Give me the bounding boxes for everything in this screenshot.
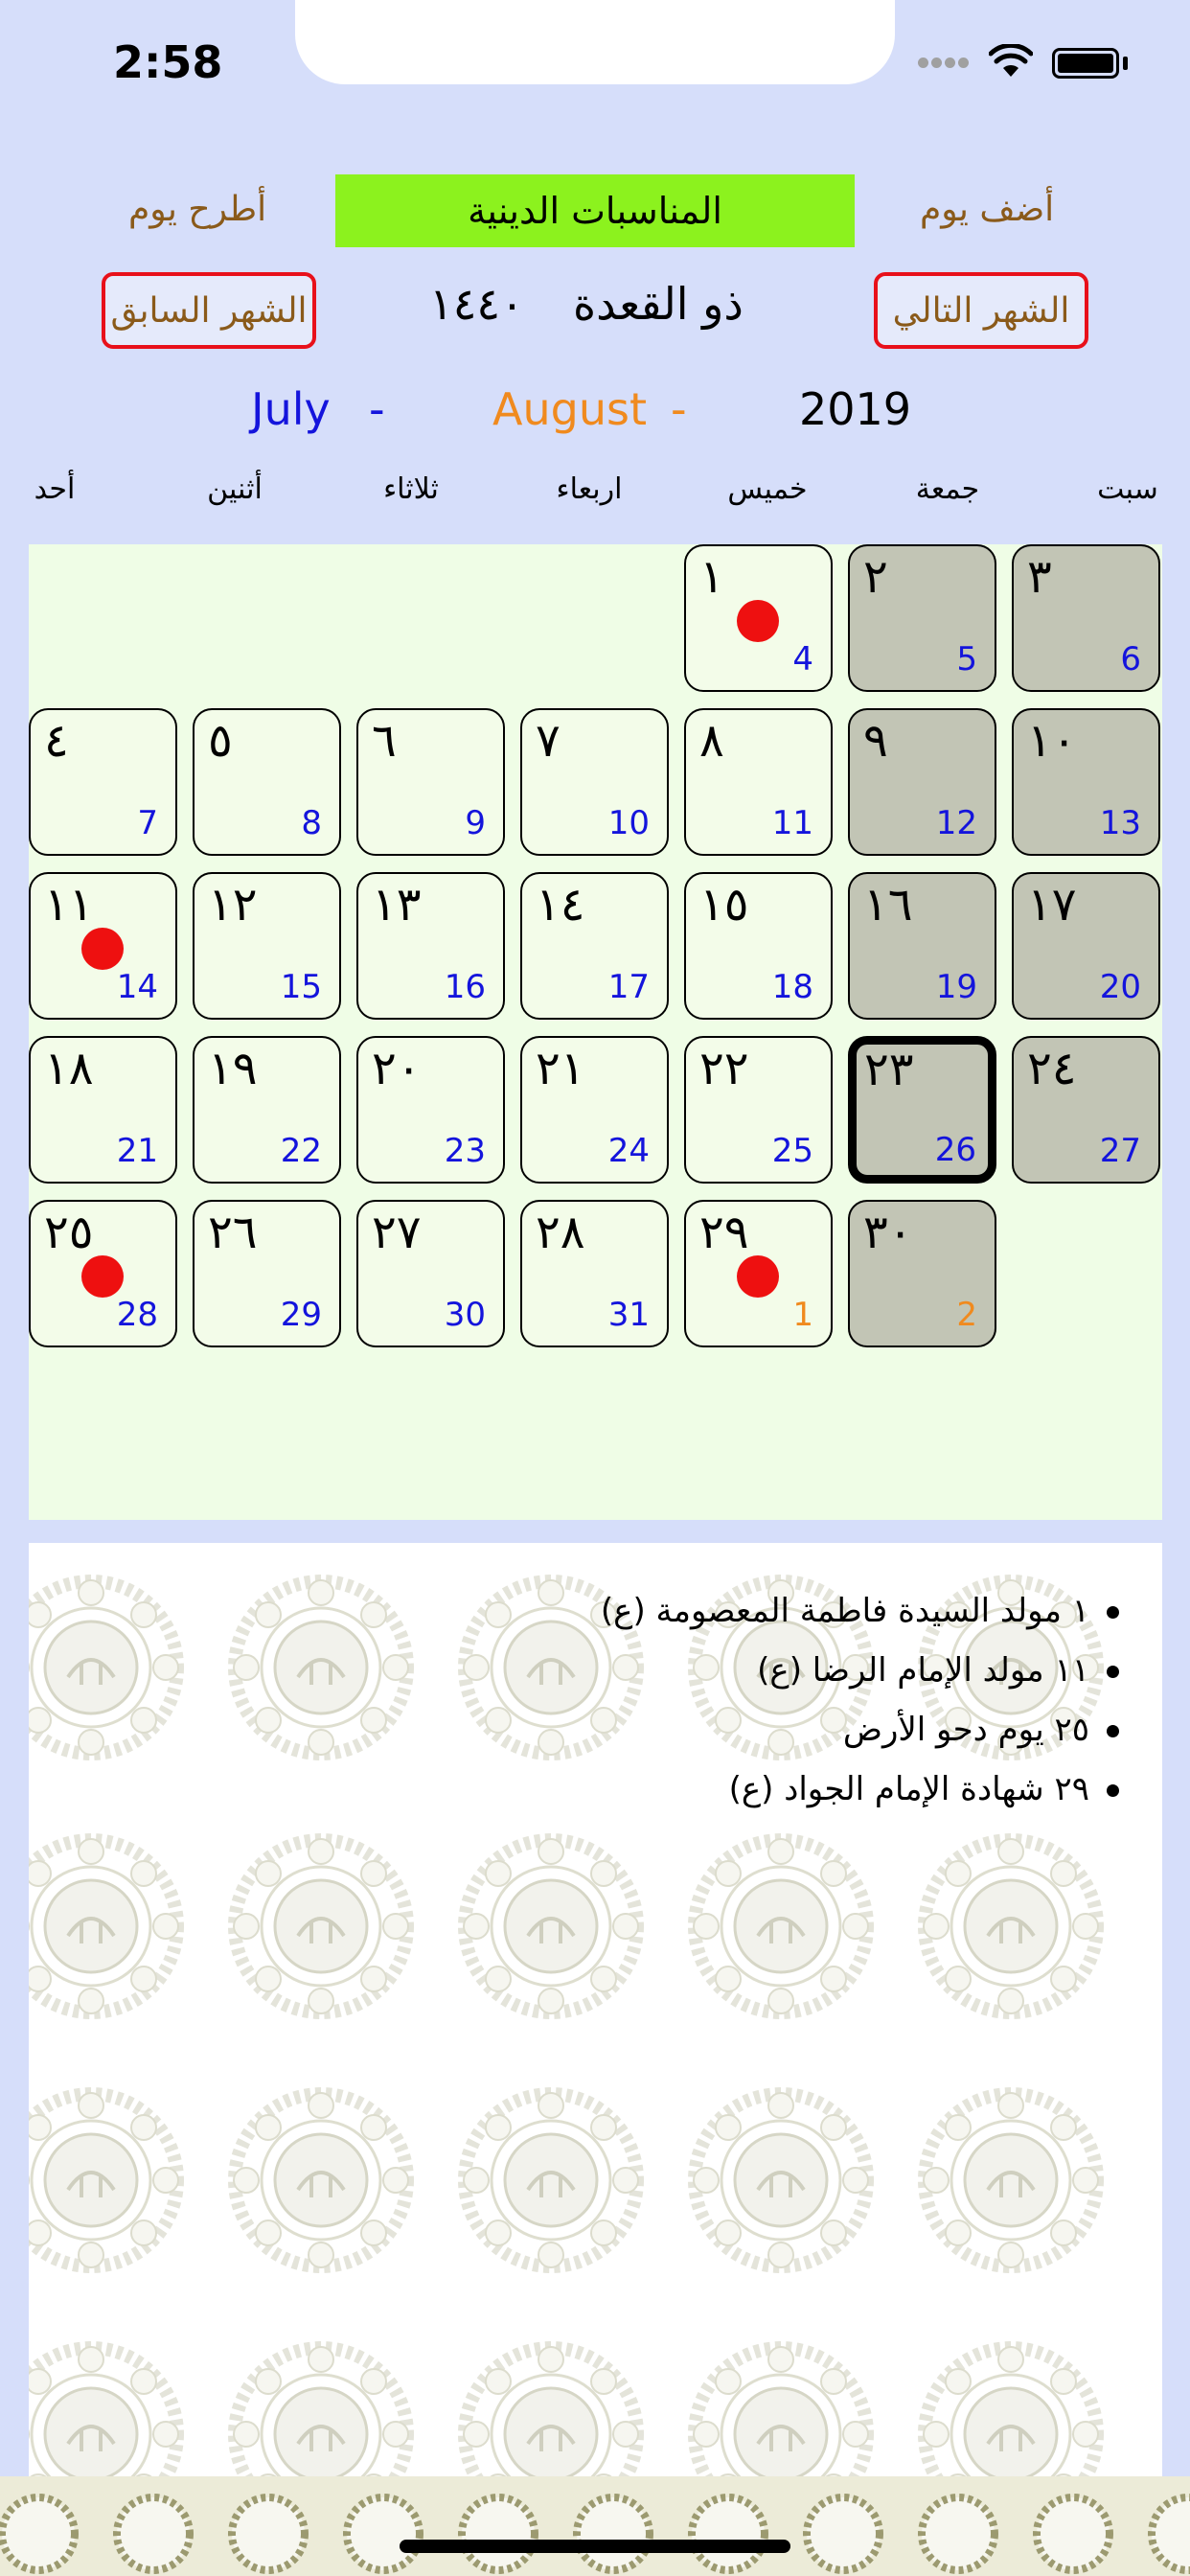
gregorian-day-number: 26 <box>934 1131 976 1169</box>
hijri-day-number: ١٣ <box>372 878 422 932</box>
calendar-day[interactable] <box>684 1200 833 1347</box>
hijri-day-number: ٦ <box>372 714 397 768</box>
event-item: ٢٩ شهادة الإمام الجواد (ع) <box>601 1760 1119 1819</box>
weekday-tuesday: ثلاثاء <box>383 472 439 506</box>
hijri-day-number: ٢٦ <box>208 1206 258 1259</box>
calendar-day[interactable] <box>1012 872 1160 1020</box>
hijri-year: ١٤٤٠ <box>429 278 524 330</box>
hijri-day-number: ٢٥ <box>44 1206 94 1259</box>
hijri-day-number: ٢١ <box>536 1042 585 1095</box>
weekday-thursday: خميس <box>727 472 808 506</box>
gregorian-day-number: 5 <box>956 640 977 678</box>
weekday-friday: جمعة <box>915 472 980 506</box>
gregorian-day-number: 24 <box>607 1132 650 1170</box>
calendar-grid <box>29 544 1162 1520</box>
hijri-day-number: ١٦ <box>863 878 913 932</box>
calendar-day[interactable] <box>29 872 177 1020</box>
greg-year: 2019 <box>799 383 912 435</box>
gregorian-day-number: 13 <box>1099 804 1141 842</box>
hijri-day-number: ٤ <box>44 714 69 768</box>
greg-month-1: July <box>251 383 331 435</box>
hijri-day-number: ٢٣ <box>864 1043 914 1096</box>
calendar-day[interactable] <box>684 544 833 692</box>
gregorian-day-number: 10 <box>607 804 650 842</box>
add-day-button[interactable]: أضف يوم <box>920 190 1055 229</box>
gregorian-day-number: 20 <box>1099 968 1141 1006</box>
hijri-day-number: ٢٤ <box>1027 1042 1077 1095</box>
device-notch <box>295 0 895 84</box>
calendar-day[interactable] <box>520 1200 669 1347</box>
hijri-day-number: ٣ <box>1027 550 1052 604</box>
subtract-day-button[interactable]: أطرح يوم <box>128 190 267 229</box>
hijri-day-number: ٢٧ <box>372 1206 422 1259</box>
gregorian-day-number: 9 <box>465 804 486 842</box>
calendar-day[interactable] <box>29 1036 177 1184</box>
bullet-icon <box>1107 1606 1119 1619</box>
gregorian-day-number: 23 <box>444 1132 486 1170</box>
calendar-day[interactable] <box>848 1200 996 1347</box>
event-item: ٢٥ يوم دحو الأرض <box>601 1700 1119 1760</box>
hijri-day-number: ١ <box>699 550 724 604</box>
hijri-month: ذو القعدة <box>573 278 744 330</box>
hijri-day-number: ٢ <box>863 550 888 604</box>
calendar-day[interactable] <box>684 1036 833 1184</box>
hijri-day-number: ١٨ <box>44 1042 94 1095</box>
hijri-day-number: ١٠ <box>1027 714 1077 768</box>
greg-dash-1: - <box>369 383 385 435</box>
calendar-day[interactable] <box>848 544 996 692</box>
calendar-day[interactable] <box>193 708 341 856</box>
hijri-day-number: ٣٠ <box>863 1206 913 1259</box>
gregorian-day-number: 14 <box>116 968 158 1006</box>
gregorian-day-number: 25 <box>771 1132 813 1170</box>
cellular-signal-icon <box>918 54 975 75</box>
gregorian-day-number: 30 <box>444 1296 486 1334</box>
calendar-day[interactable] <box>356 708 505 856</box>
hijri-day-number: ٢٩ <box>699 1206 749 1259</box>
gregorian-day-number: 19 <box>935 968 977 1006</box>
gregorian-day-number: 21 <box>116 1132 158 1170</box>
events-panel <box>29 1543 1162 2476</box>
calendar-day[interactable] <box>1012 708 1160 856</box>
weekday-saturday: سبت <box>1097 472 1158 506</box>
hijri-day-number: ٢٢ <box>699 1042 749 1095</box>
gregorian-day-number: 28 <box>116 1296 158 1334</box>
gregorian-day-number: 4 <box>792 640 813 678</box>
wifi-icon <box>989 44 1033 79</box>
greg-month-2: August <box>492 383 647 435</box>
calendar-day[interactable] <box>29 708 177 856</box>
gregorian-day-number: 7 <box>137 804 158 842</box>
hijri-day-number: ١١ <box>44 878 94 932</box>
battery-icon <box>1052 48 1119 79</box>
weekday-sunday: أحد <box>34 472 76 506</box>
calendar-day[interactable] <box>193 1200 341 1347</box>
hijri-day-number: ٢٠ <box>372 1042 422 1095</box>
ornament-strip-pattern <box>0 2476 1190 2576</box>
hijri-day-number: ٩ <box>863 714 888 768</box>
bullet-icon <box>1107 1784 1119 1797</box>
weekday-wednesday: اربعاء <box>556 472 623 506</box>
greg-dash-2: - <box>671 383 687 435</box>
gregorian-day-number: 18 <box>771 968 813 1006</box>
home-indicator[interactable] <box>400 2540 790 2553</box>
hijri-day-number: ١٧ <box>1027 878 1077 932</box>
calendar-day[interactable] <box>356 1200 505 1347</box>
calendar-day[interactable] <box>520 1036 669 1184</box>
calendar-day[interactable] <box>520 872 669 1020</box>
gregorian-day-number: 1 <box>792 1296 813 1334</box>
hijri-day-number: ١٤ <box>536 878 585 932</box>
gregorian-day-number: 16 <box>444 968 486 1006</box>
calendar-day[interactable] <box>848 872 996 1020</box>
gregorian-day-number: 27 <box>1099 1132 1141 1170</box>
calendar-day[interactable] <box>29 1200 177 1347</box>
gregorian-day-number: 15 <box>280 968 322 1006</box>
gregorian-day-number: 8 <box>301 804 322 842</box>
gregorian-day-number: 6 <box>1120 640 1141 678</box>
hijri-day-number: ٧ <box>536 714 561 768</box>
event-item: ١١ مولد الإمام الرضا (ع) <box>601 1641 1119 1700</box>
calendar-day[interactable] <box>193 872 341 1020</box>
ornament-strip <box>0 2476 1190 2576</box>
calendar-day[interactable] <box>684 872 833 1020</box>
event-dot-icon <box>737 600 779 642</box>
event-item: ١ مولد السيدة فاطمة المعصومة (ع) <box>601 1581 1119 1641</box>
next-month-button[interactable]: الشهر التالي <box>874 272 1088 349</box>
calendar-day[interactable] <box>684 708 833 856</box>
calendar-day[interactable] <box>1012 1036 1160 1184</box>
event-dot-icon <box>81 928 124 970</box>
gregorian-day-number: 29 <box>280 1296 322 1334</box>
hijri-day-number: ٢٨ <box>536 1206 585 1259</box>
battery-tip <box>1123 57 1128 70</box>
calendar-day[interactable] <box>356 1036 505 1184</box>
hijri-day-number: ٥ <box>208 714 233 768</box>
calendar-day[interactable] <box>1012 544 1160 692</box>
religious-events-title-button[interactable]: المناسبات الدينية <box>335 174 855 247</box>
hijri-day-number: ١٢ <box>208 878 258 932</box>
event-dot-icon <box>81 1255 124 1298</box>
gregorian-day-number: 17 <box>607 968 650 1006</box>
weekday-monday: أثنين <box>207 472 263 506</box>
gregorian-day-number: 31 <box>607 1296 650 1334</box>
events-list <box>601 1581 1119 1819</box>
previous-month-button[interactable]: الشهر السابق <box>102 272 316 349</box>
hijri-day-number: ٨ <box>699 714 724 768</box>
gregorian-day-number: 11 <box>771 804 813 842</box>
hijri-day-number: ١٥ <box>699 878 749 932</box>
bullet-icon <box>1107 1725 1119 1737</box>
gregorian-day-number: 22 <box>280 1132 322 1170</box>
calendar-day-today[interactable] <box>848 1036 996 1184</box>
bullet-icon <box>1107 1666 1119 1678</box>
calendar-day[interactable] <box>356 872 505 1020</box>
gregorian-day-number: 2 <box>956 1296 977 1334</box>
hijri-day-number: ١٩ <box>208 1042 258 1095</box>
calendar-day[interactable] <box>520 708 669 856</box>
calendar-day[interactable] <box>848 708 996 856</box>
calendar-day[interactable] <box>193 1036 341 1184</box>
event-dot-icon <box>737 1255 779 1298</box>
gregorian-day-number: 12 <box>935 804 977 842</box>
status-time: 2:58 <box>113 36 223 88</box>
